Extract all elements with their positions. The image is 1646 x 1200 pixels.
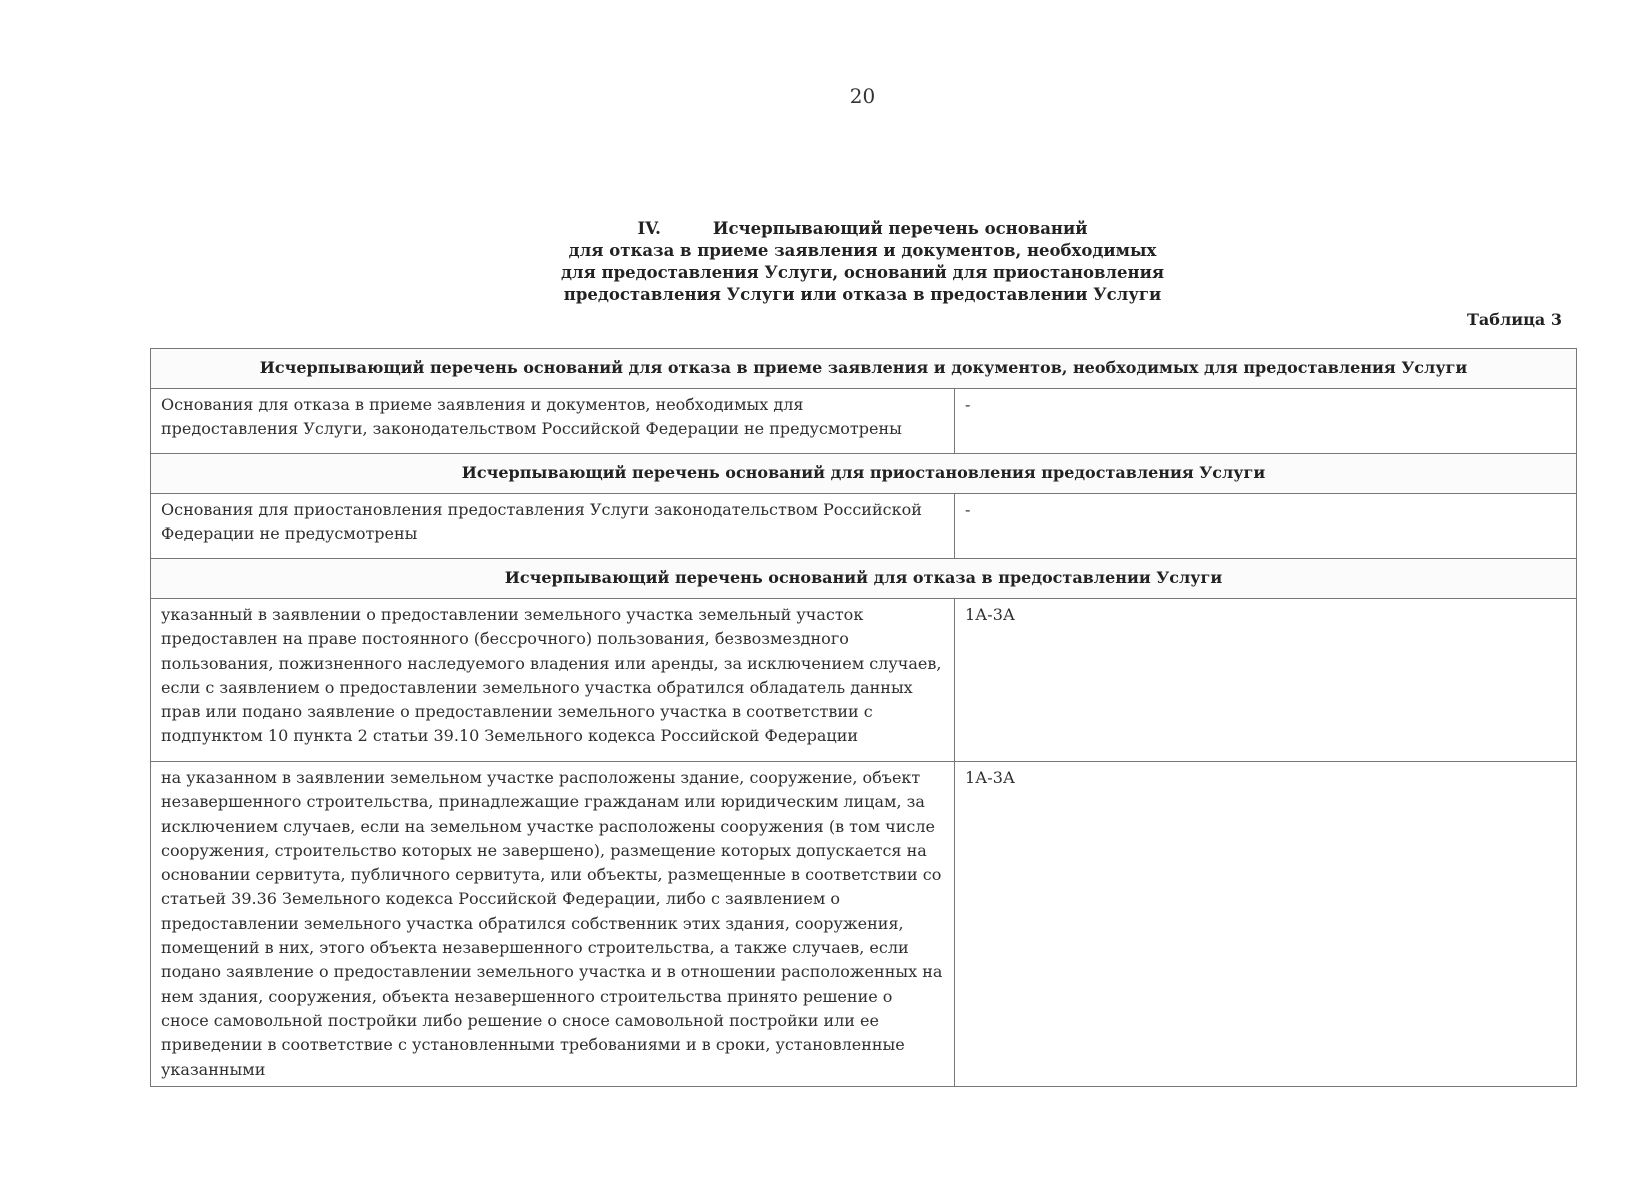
page-number: 20	[849, 84, 876, 108]
value-cell: 1А-3А	[955, 762, 1577, 1087]
group-header-row	[151, 349, 1577, 389]
reason-cell: указанный в заявлении о предоставлении земельного участка земельный участок предоставлен на праве постоянного (бессрочного) пользования, безвозмездного пользования, пожизненного наследуемого владения или аренды, за исключением случаев, если с заявлением о предоставлении земельного участка обратился обладатель данных прав или подано заявление о предоставлении земельного участка в соответствии с подпунктом 10 пункта 2 статьи 39.10 Земельного кодекса Российской Федерации	[151, 599, 955, 762]
heading-line-1	[0, 218, 1646, 240]
reason-cell: на указанном в заявлении земельном участке расположены здание, сооружение, объект незавершенного строительства, принадлежащие гражданам или юридическим лицам, за исключением случаев, если на земельном участке расположены сооружения (в том числе сооружения, строительство которых не завершено), размещение которых допускается на основании сервитута, публичного сервитута, или объекты, размещенные в соответствии со статьей 39.36 Земельного кодекса Российской Федерации, либо с заявлением о предоставлении земельного участка обратился собственник этих здания, сооружения, помещений в них, этого объекта незавершенного строительства, а также случаев, если подано заявление о предоставлении земельного участка и в отношении расположенных на нем здания, сооружения, объекта незавершенного строительства принято решение о сносе самовольной постройки либо решение о сносе самовольной постройки или ее приведении в соответствие с установленными требованиями и в сроки, установленные указанными	[151, 762, 955, 1087]
group-header-row	[151, 559, 1577, 599]
table-row	[151, 494, 1577, 559]
section-heading	[0, 218, 1646, 306]
heading-line-2: для отказа в приеме заявления и документов, необходимых	[568, 241, 1157, 260]
table-row	[151, 389, 1577, 454]
reason-cell: Основания для приостановления предоставления Услуги законодательством Российской Федерации не предусмотрены	[151, 494, 955, 559]
value-cell: 1А-3А	[955, 599, 1577, 762]
table-row	[151, 599, 1577, 762]
value-cell: -	[955, 494, 1577, 559]
group-header-reception-refusal: Исчерпывающий перечень оснований для отказа в приеме заявления и документов, необходимых для предоставления Услуги	[151, 349, 1577, 389]
group-header-suspension: Исчерпывающий перечень оснований для приостановления предоставления Услуги	[151, 454, 1577, 494]
section-numeral: IV.	[637, 219, 661, 238]
heading-line-3: для предоставления Услуги, оснований для приостановления	[560, 263, 1165, 282]
heading-line-4: предоставления Услуги или отказа в предоставлении Услуги	[563, 285, 1162, 304]
group-header-row	[151, 454, 1577, 494]
group-header-service-refusal: Исчерпывающий перечень оснований для отказа в предоставлении Услуги	[151, 559, 1577, 599]
table-row	[151, 762, 1577, 1087]
heading-title: Исчерпывающий перечень оснований	[712, 219, 1088, 238]
table-caption: Таблица 3	[1467, 310, 1562, 329]
value-cell: -	[955, 389, 1577, 454]
reason-cell: Основания для отказа в приеме заявления и документов, необходимых для предоставления Услуги, законодательством Российской Федерации не предусмотрены	[151, 389, 955, 454]
grounds-table	[150, 348, 1577, 1087]
